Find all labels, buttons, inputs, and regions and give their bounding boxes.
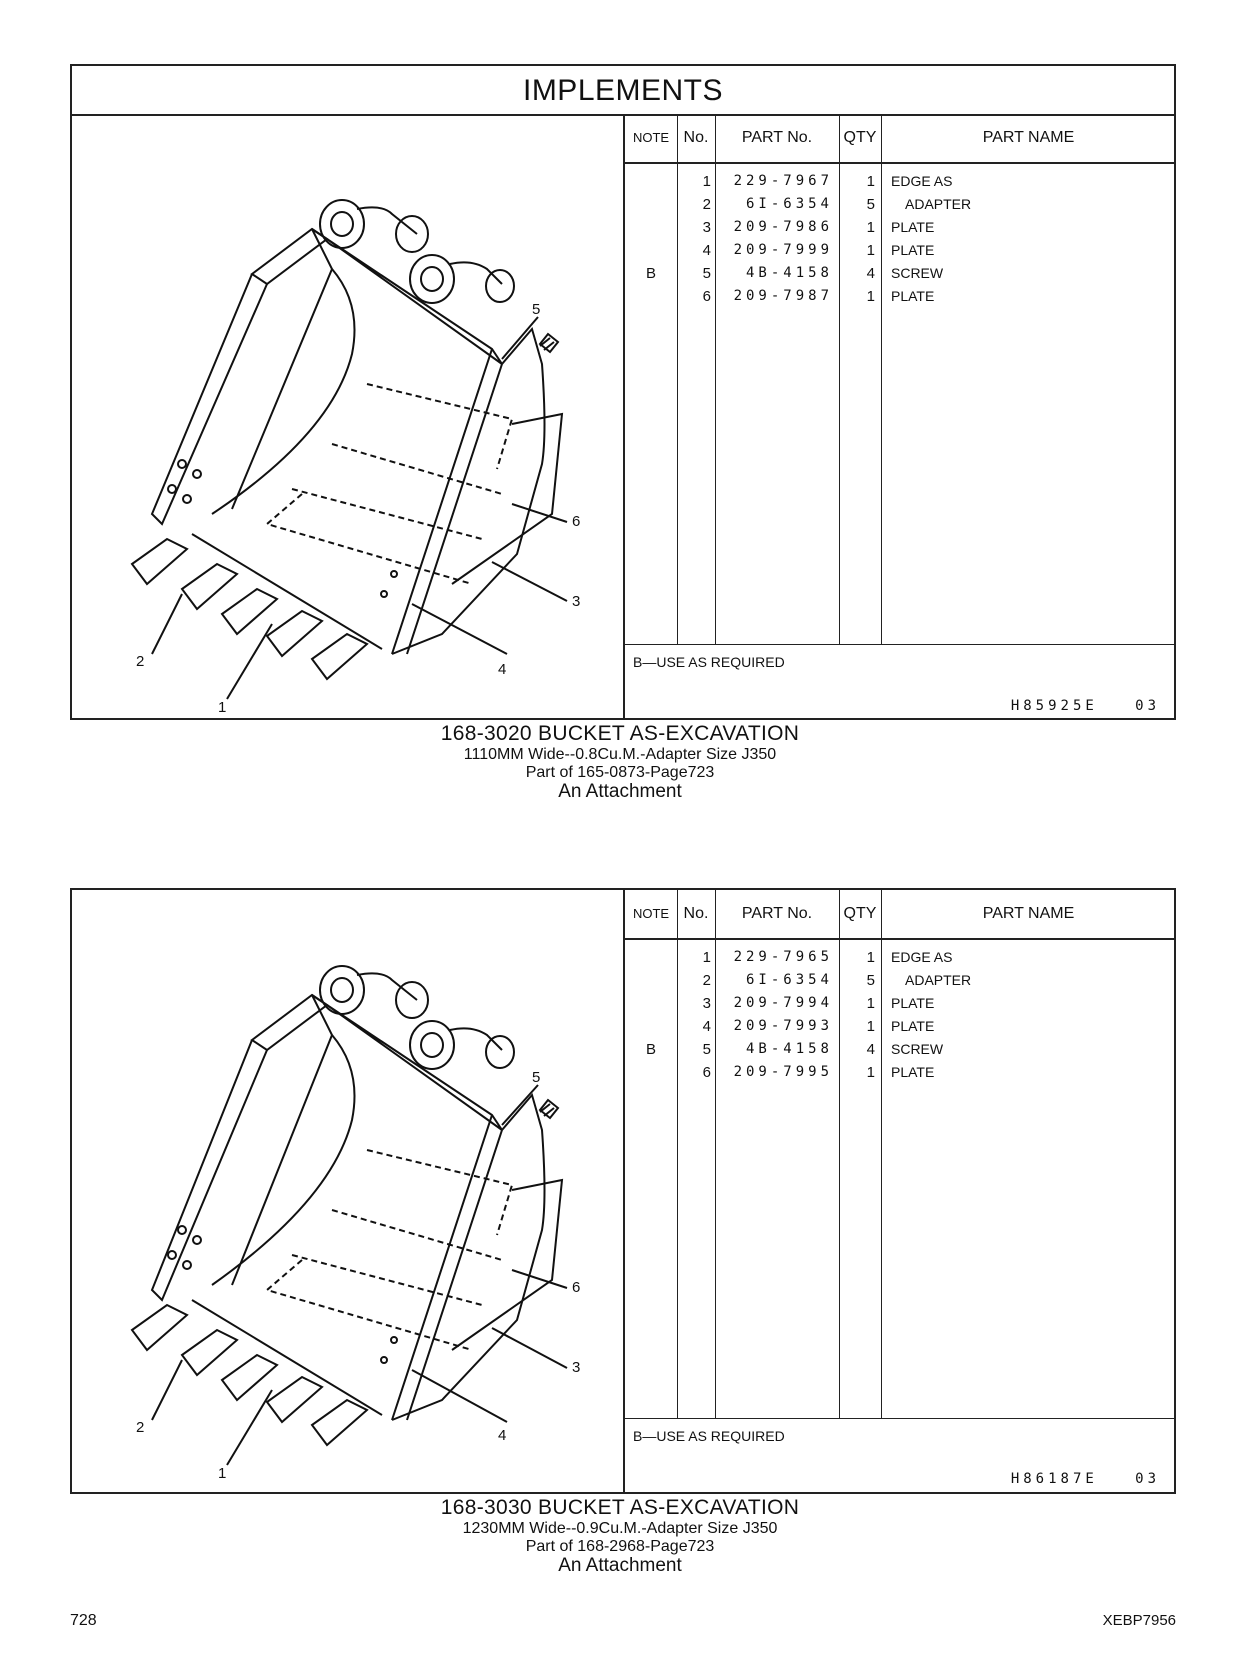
header-note: NOTE: [632, 906, 670, 921]
table-header: [625, 890, 1174, 940]
callout-4: 4: [498, 661, 507, 678]
bucket-illustration: [132, 966, 567, 1465]
header-qty: QTY: [843, 905, 877, 922]
callout-2: 2: [136, 653, 145, 670]
caption-line-1: 1230MM Wide--0.9Cu.M.-Adapter Size J350: [462, 1520, 778, 1537]
table-row: B 5 4B-4158 4 SCREW: [625, 262, 1174, 285]
page-number: 728: [70, 1612, 97, 1629]
parts-table: [623, 114, 1174, 718]
caption-line-3: An Attachment: [558, 781, 682, 802]
caption-title: 168-3030 BUCKET AS-EXCAVATION: [440, 1496, 800, 1519]
caption-title: 168-3020 BUCKET AS-EXCAVATION: [440, 722, 800, 745]
callout-4: 4: [498, 1427, 507, 1444]
footnote: B—USE AS REQUIRED: [633, 654, 785, 670]
document-code: XEBP7956: [1102, 1612, 1176, 1629]
caption-line-3: An Attachment: [558, 1555, 682, 1576]
header-part-no: PART No.: [741, 905, 813, 922]
caption-block-2: [0, 1496, 1240, 1576]
caption-line-2: Part of 165-0873-Page723: [525, 764, 715, 781]
callout-5: 5: [532, 301, 541, 318]
table-row: 4 209-7993 1 PLATE: [702, 1018, 935, 1035]
parts-block-1: [70, 64, 1176, 720]
callout-1: 1: [218, 699, 227, 716]
callout-6: 6: [572, 513, 581, 530]
table-row: 2 6I-6354 5 ADAPTER: [702, 196, 972, 213]
callout-1: 1: [218, 1465, 227, 1482]
footnote: B—USE AS REQUIRED: [633, 1428, 785, 1444]
note-code: B: [645, 265, 656, 282]
header-note: NOTE: [632, 130, 670, 145]
bucket-exploded-drawing: [72, 114, 623, 720]
table-row: 3 209-7994 1 PLATE: [702, 995, 935, 1012]
table-row: B 5 4B-4158 4 SCREW: [625, 1038, 1174, 1061]
table-row: 2 6I-6354 5 ADAPTER: [702, 972, 972, 989]
callout-3: 3: [572, 593, 581, 610]
callout-5: 5: [532, 1069, 541, 1086]
header-part-name: PART NAME: [982, 905, 1075, 922]
callout-6: 6: [572, 1279, 581, 1296]
header-no: No.: [683, 905, 709, 922]
drawing-code: H85925E 03: [1010, 698, 1160, 714]
callout-2: 2: [136, 1419, 145, 1436]
parts-table: [623, 890, 1174, 1492]
table-row: 6 209-7987 1 PLATE: [702, 288, 935, 305]
table-row: 1 229-7967 1 EDGE AS: [702, 173, 953, 190]
caption-block-1: [0, 722, 1240, 802]
table-row: 6 209-7995 1 PLATE: [702, 1064, 935, 1081]
caption-line-1: 1110MM Wide--0.8Cu.M.-Adapter Size J350: [463, 746, 777, 763]
table-row: 4 209-7999 1 PLATE: [702, 242, 935, 259]
table-row: 3 209-7986 1 PLATE: [702, 219, 935, 236]
bucket-illustration: [132, 200, 567, 699]
drawing-code: H86187E 03: [1010, 1471, 1160, 1487]
header-part-no: PART No.: [741, 129, 813, 146]
bucket-exploded-drawing: [72, 890, 623, 1492]
parts-block-2: [70, 888, 1176, 1494]
callout-3: 3: [572, 1359, 581, 1376]
caption-line-2: Part of 168-2968-Page723: [525, 1538, 715, 1555]
header-no: No.: [683, 129, 709, 146]
note-code: B: [645, 1041, 656, 1058]
section-title: IMPLEMENTS: [72, 66, 1174, 116]
table-header: [625, 114, 1174, 164]
header-qty: QTY: [843, 129, 877, 146]
header-part-name: PART NAME: [982, 129, 1075, 146]
table-row: 1 229-7965 1 EDGE AS: [702, 949, 953, 966]
